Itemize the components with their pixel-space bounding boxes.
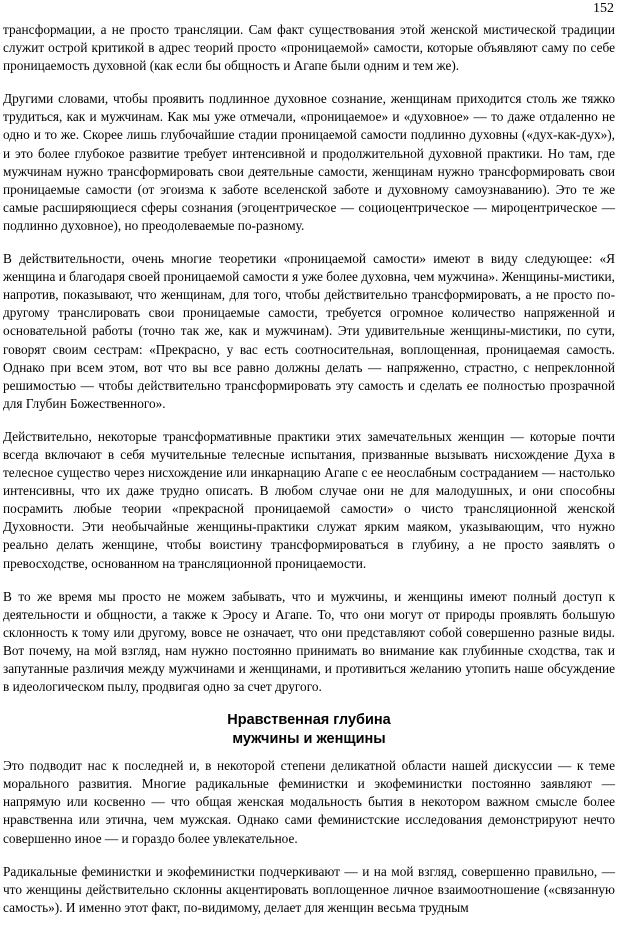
paragraph-2: Другими словами, чтобы проявить подлинное духовное сознание, женщинам приходится столь же тяжко трудиться, как и мужчинам. Как мы уже отмечали, «проницаемое» и «духовное» — то даже отдаленно не одно и то же. Скорее лишь глубочайшие стадии проницаемой самости подлинно духовны («дух-как-дух»), и это более глубокое развитие требует интенсивной и продолжительной духовной практики. Но там, где мужчинам нужно трансформировать свои деятельные самости, женщинам нужно трансформировать свои проницаемые самости (от эгоизма к заботе вселенской заботе и духовному самоузнаванию). Это те же самые расширяющиеся сферы сознания (эгоцентрическое — социоцентрическое — мироцентрическое — подлинно духовное), но преодолеваемые по-разному.	[3, 91, 615, 233]
section-paragraph-1: Это подводит нас к последней и, в некоторой степени деликатной области нашей дискуссии — к теме морального развития. Многие радикальные феминистки и экофеминистки постоянно заявляют — напрямую или косвенно — что общая женская модальность бытия в некотором важном смысле более нравственна или этична, чем мужская. Однако сами феминистские исследования демонстрируют нечто совершенно иное — и гораздо более увлекательное.	[3, 758, 615, 846]
page-content	[3, 21, 615, 932]
section-heading-line-2: мужчины и женщины	[232, 730, 386, 747]
section-heading-line-1: Нравственная глубина	[227, 712, 391, 729]
section-paragraph-2: Радикальные феминистки и экофеминистки подчеркивают — и на мой взгляд, совершенно правильно, — что женщины действительно склонны акцентировать воплощенное личное взаимоотношение («связанную самость»). И именно этот факт, по-видимому, делает для женщин весьма трудным	[3, 863, 615, 915]
paragraph-1: трансформации, а не просто трансляции. Сам факт существования этой женской мистической традиции служит острой критикой в адрес теорий просто «проницаемой» самости, которые объявляют саму по себе проницаемость духовной (как если бы общность и Агапе были одним и тем же).	[3, 22, 615, 74]
page-number: 152	[593, 1, 614, 16]
section-heading	[3, 711, 615, 748]
paragraph-3: В действительности, очень многие теоретики «проницаемой самости» имеют в виду следующее: «Я женщина и благодаря своей проницаемой самости я уже более духовна, чем мужчина». Женщины-мистики, напротив, показывают, что женщинам, для того, чтобы действительно трансформировать, а не просто по-другому транслировать свои проницаемые самости, требуется огромное количество напряженной и основательной работы (точно так же, как и мужчинам). Эти удивительные женщины-мистики, по сути, говорят своим сестрам: «Прекрасно, у вас есть соотносительная, воплощенная, проницаемая самость. Однако при всем этом, вот что вы все равно должны делать — напряженно, страстно, с непреклонной решимостью — чтобы действительно трансформировать эту самость и сделать ее полностью прозрачной для Глубин Божественного».	[3, 251, 615, 411]
paragraph-5: В то же время мы просто не можем забывать, что и мужчины, и женщины имеют полный доступ к деятельности и общности, а также к Эросу и Агапе. То, что они могут от природы проявлять большую склонность к тому или другому, вовсе не означает, что они представляют собой совершенно разные виды. Вот почему, на мой взгляд, нам нужно постоянно принимать во внимание как глубинные сходства, так и запутанные различия между мужчинами и женщинами, и противиться желанию утопить наше обсуждение в идеологическом пылу, продвигая одно за счет другого.	[3, 588, 615, 695]
paragraph-4: Действительно, некоторые трансформативные практики этих замечательных женщин — которые почти всегда включают в себя мучительные телесные испытания, призванные вызывать нисхождение Духа в телесное существо через нисхождение или инкарнацию Агапе с ее неослабным состраданием — настолько интенсивны, что их даже трудно описать. В любом случае они не для малодушных, и они способны посрамить любые теории «прекрасной проницаемой самости» о чисто трансляционной женской Духовности. Эти необычайные женщины-практики служат ярким маяком, указывающим, что нужно реально делать женщине, чтобы воистину трансформироваться в глубину, а не просто заявлять о превосходстве, основанном на трансляционной проницаемости.	[3, 428, 615, 571]
